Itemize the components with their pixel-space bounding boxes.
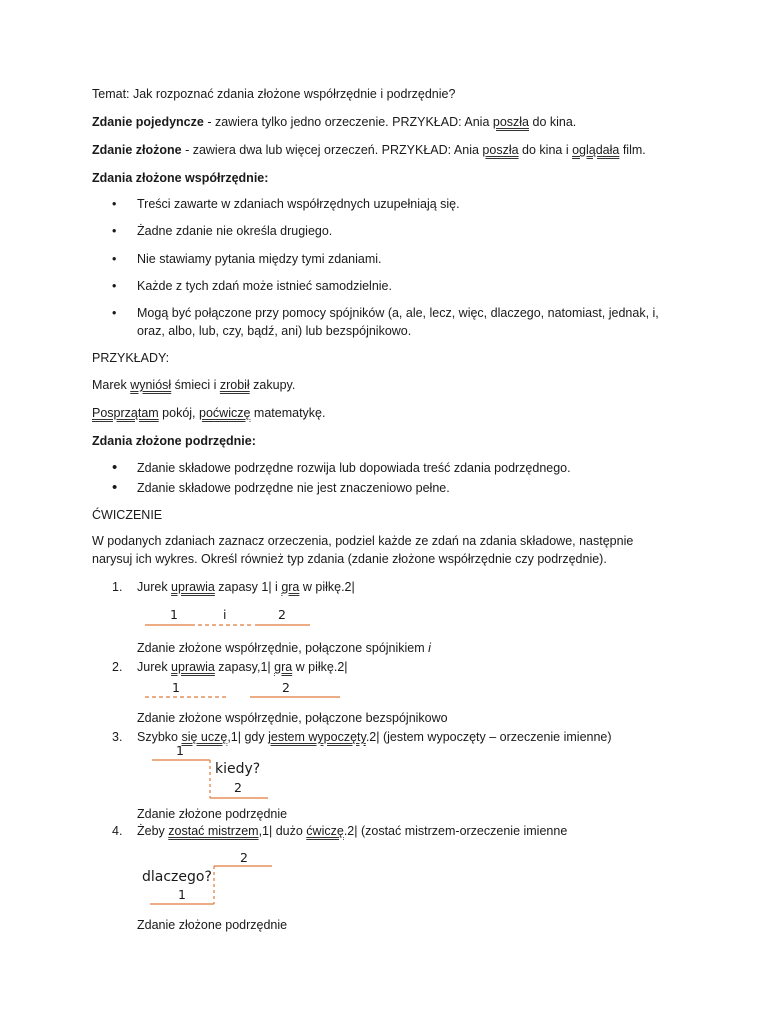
example-text: śmieci i: [171, 378, 220, 392]
predicate: poszła: [492, 115, 530, 129]
diagram-label: 2: [240, 850, 248, 865]
diagram-label: 2: [234, 780, 242, 795]
examples-heading: PRZYKŁADY:: [92, 351, 170, 365]
sentence-text: .2| (zostać mistrzem-orzeczenie imienne: [343, 824, 568, 838]
sentence-text: Szybko: [137, 730, 182, 744]
answer-conjunction: i: [428, 641, 431, 655]
diagram-label: 1: [170, 607, 178, 622]
exercise-answer: [137, 640, 431, 656]
list-item: Zdanie składowe podrzędne nie jest znaczeniowo pełne.: [137, 481, 450, 495]
exercise-sentence: [137, 659, 348, 675]
definition-text: - zawiera dwa lub więcej orzeczeń. PRZYKŁAD: Ania: [181, 143, 483, 157]
sentence-text: w piłkę.2|: [299, 580, 355, 594]
term-complex: Zdanie złożone: [92, 143, 182, 157]
list-item: Nie stawiamy pytania między tymi zdaniami.: [137, 252, 382, 266]
bullet-dot: •: [112, 459, 118, 476]
predicate: zostać mistrzem: [168, 824, 259, 838]
exercise-number: 1.: [112, 580, 123, 594]
predicate: poszła: [482, 143, 519, 157]
sentence-text: zapasy,1|: [214, 660, 275, 674]
exercise-number: 4.: [112, 824, 123, 838]
bullet-dot: •: [112, 197, 117, 211]
bullet-dot: •: [112, 306, 117, 320]
sub-heading: Zdania złożone podrzędnie:: [92, 434, 256, 448]
predicate: oglądała: [572, 143, 620, 157]
definition-mid: do kina i: [518, 143, 573, 157]
predicate: się uczę: [181, 730, 228, 744]
diagram-label: 1: [172, 680, 180, 695]
sentence-text: ,1| dużo: [258, 824, 307, 838]
definition-tail: do kina.: [529, 115, 577, 129]
predicate: zrobił: [219, 378, 250, 392]
exercise-intro-line: W podanych zdaniach zaznacz orzeczenia, podziel każde ze zdań na zdania składowe, następnie: [92, 534, 634, 548]
list-item: Żadne zdanie nie określa drugiego.: [137, 224, 333, 238]
diagram-label: i: [223, 607, 227, 622]
example-text: pokój,: [158, 406, 200, 420]
sentence-text: ,1| gdy: [227, 730, 269, 744]
definition-tail: film.: [619, 143, 646, 157]
sentence-text: Jurek: [137, 580, 172, 594]
example-text: matematykę.: [250, 406, 326, 420]
predicate: poćwiczę: [199, 406, 251, 420]
list-item: Zdanie składowe podrzędne rozwija lub dopowiada treść zdania podrzędnego.: [137, 461, 571, 475]
topic-title: Temat: Jak rozpoznać zdania złożone współrzędnie i podrzędnie?: [92, 87, 456, 101]
predicate: gra: [274, 660, 293, 674]
exercise-number: 3.: [112, 730, 123, 744]
predicate: wyniósł: [130, 378, 172, 392]
exercise-heading: ĆWICZENIE: [92, 508, 163, 522]
predicate: Posprzątam: [92, 406, 159, 420]
coord-heading: Zdania złożone współrzędnie:: [92, 171, 269, 185]
bullet-dot: •: [112, 279, 117, 293]
list-item: Każde z tych zdań może istnieć samodzielnie.: [137, 279, 392, 293]
predicate: jestem wypoczęty: [268, 730, 366, 744]
sentence-text: zapasy 1| i: [214, 580, 282, 594]
list-item: Treści zawarte w zdaniach współrzędnych uzupełniają się.: [137, 197, 460, 211]
predicate: ćwiczę: [306, 824, 344, 838]
predicate: uprawia: [171, 660, 215, 674]
sentence-text: Jurek: [137, 660, 172, 674]
exercise-answer: Zdanie złożone podrzędnie: [137, 807, 288, 821]
exercise-intro-line: narysuj ich wykres. Określ również typ zdania (zdanie złożone współrzędnie czy podrzędnie).: [92, 552, 607, 566]
predicate: gra: [281, 580, 300, 594]
sentence-text: Żeby: [137, 824, 169, 838]
bullet-dot: •: [112, 479, 118, 496]
term-simple: Zdanie pojedyncze: [92, 115, 204, 129]
diagram-question: dlaczego?: [142, 869, 212, 885]
exercise-answer: Zdanie złożone podrzędnie: [137, 918, 288, 932]
example-text: zakupy.: [249, 378, 296, 392]
diagram-label: 2: [282, 680, 290, 695]
diagram-label: 1: [178, 887, 186, 902]
exercise-number: 2.: [112, 660, 123, 674]
sentence-text: .2| (jestem wypoczęty – orzeczenie imienne): [365, 730, 612, 744]
predicate: uprawia: [171, 580, 215, 594]
diagram-label: 2: [278, 607, 286, 622]
diagram-question: kiedy?: [215, 761, 261, 777]
example-text: Marek: [92, 378, 131, 392]
diagram-label: 1: [176, 743, 184, 758]
exercise-answer: Zdanie złożone współrzędnie, połączone bezspójnikowo: [137, 711, 448, 725]
exercise-sentence: [137, 729, 612, 745]
exercise-sentence: [137, 823, 567, 839]
list-item-continuation: oraz, albo, lub, czy, bądź, ani) lub bezspójnikowo.: [137, 324, 412, 338]
sentence-text: w piłkę.2|: [292, 660, 348, 674]
definition-text: - zawiera tylko jedno orzeczenie. PRZYKŁAD: Ania: [203, 115, 493, 129]
bullet-dot: •: [112, 224, 117, 238]
list-item: Mogą być połączone przy pomocy spójników (a, ale, lecz, więc, dlaczego, natomiast, jednak, i,: [137, 306, 659, 320]
bullet-dot: •: [112, 252, 117, 266]
answer-text: Zdanie złożone współrzędnie, połączone spójnikiem: [137, 641, 429, 655]
